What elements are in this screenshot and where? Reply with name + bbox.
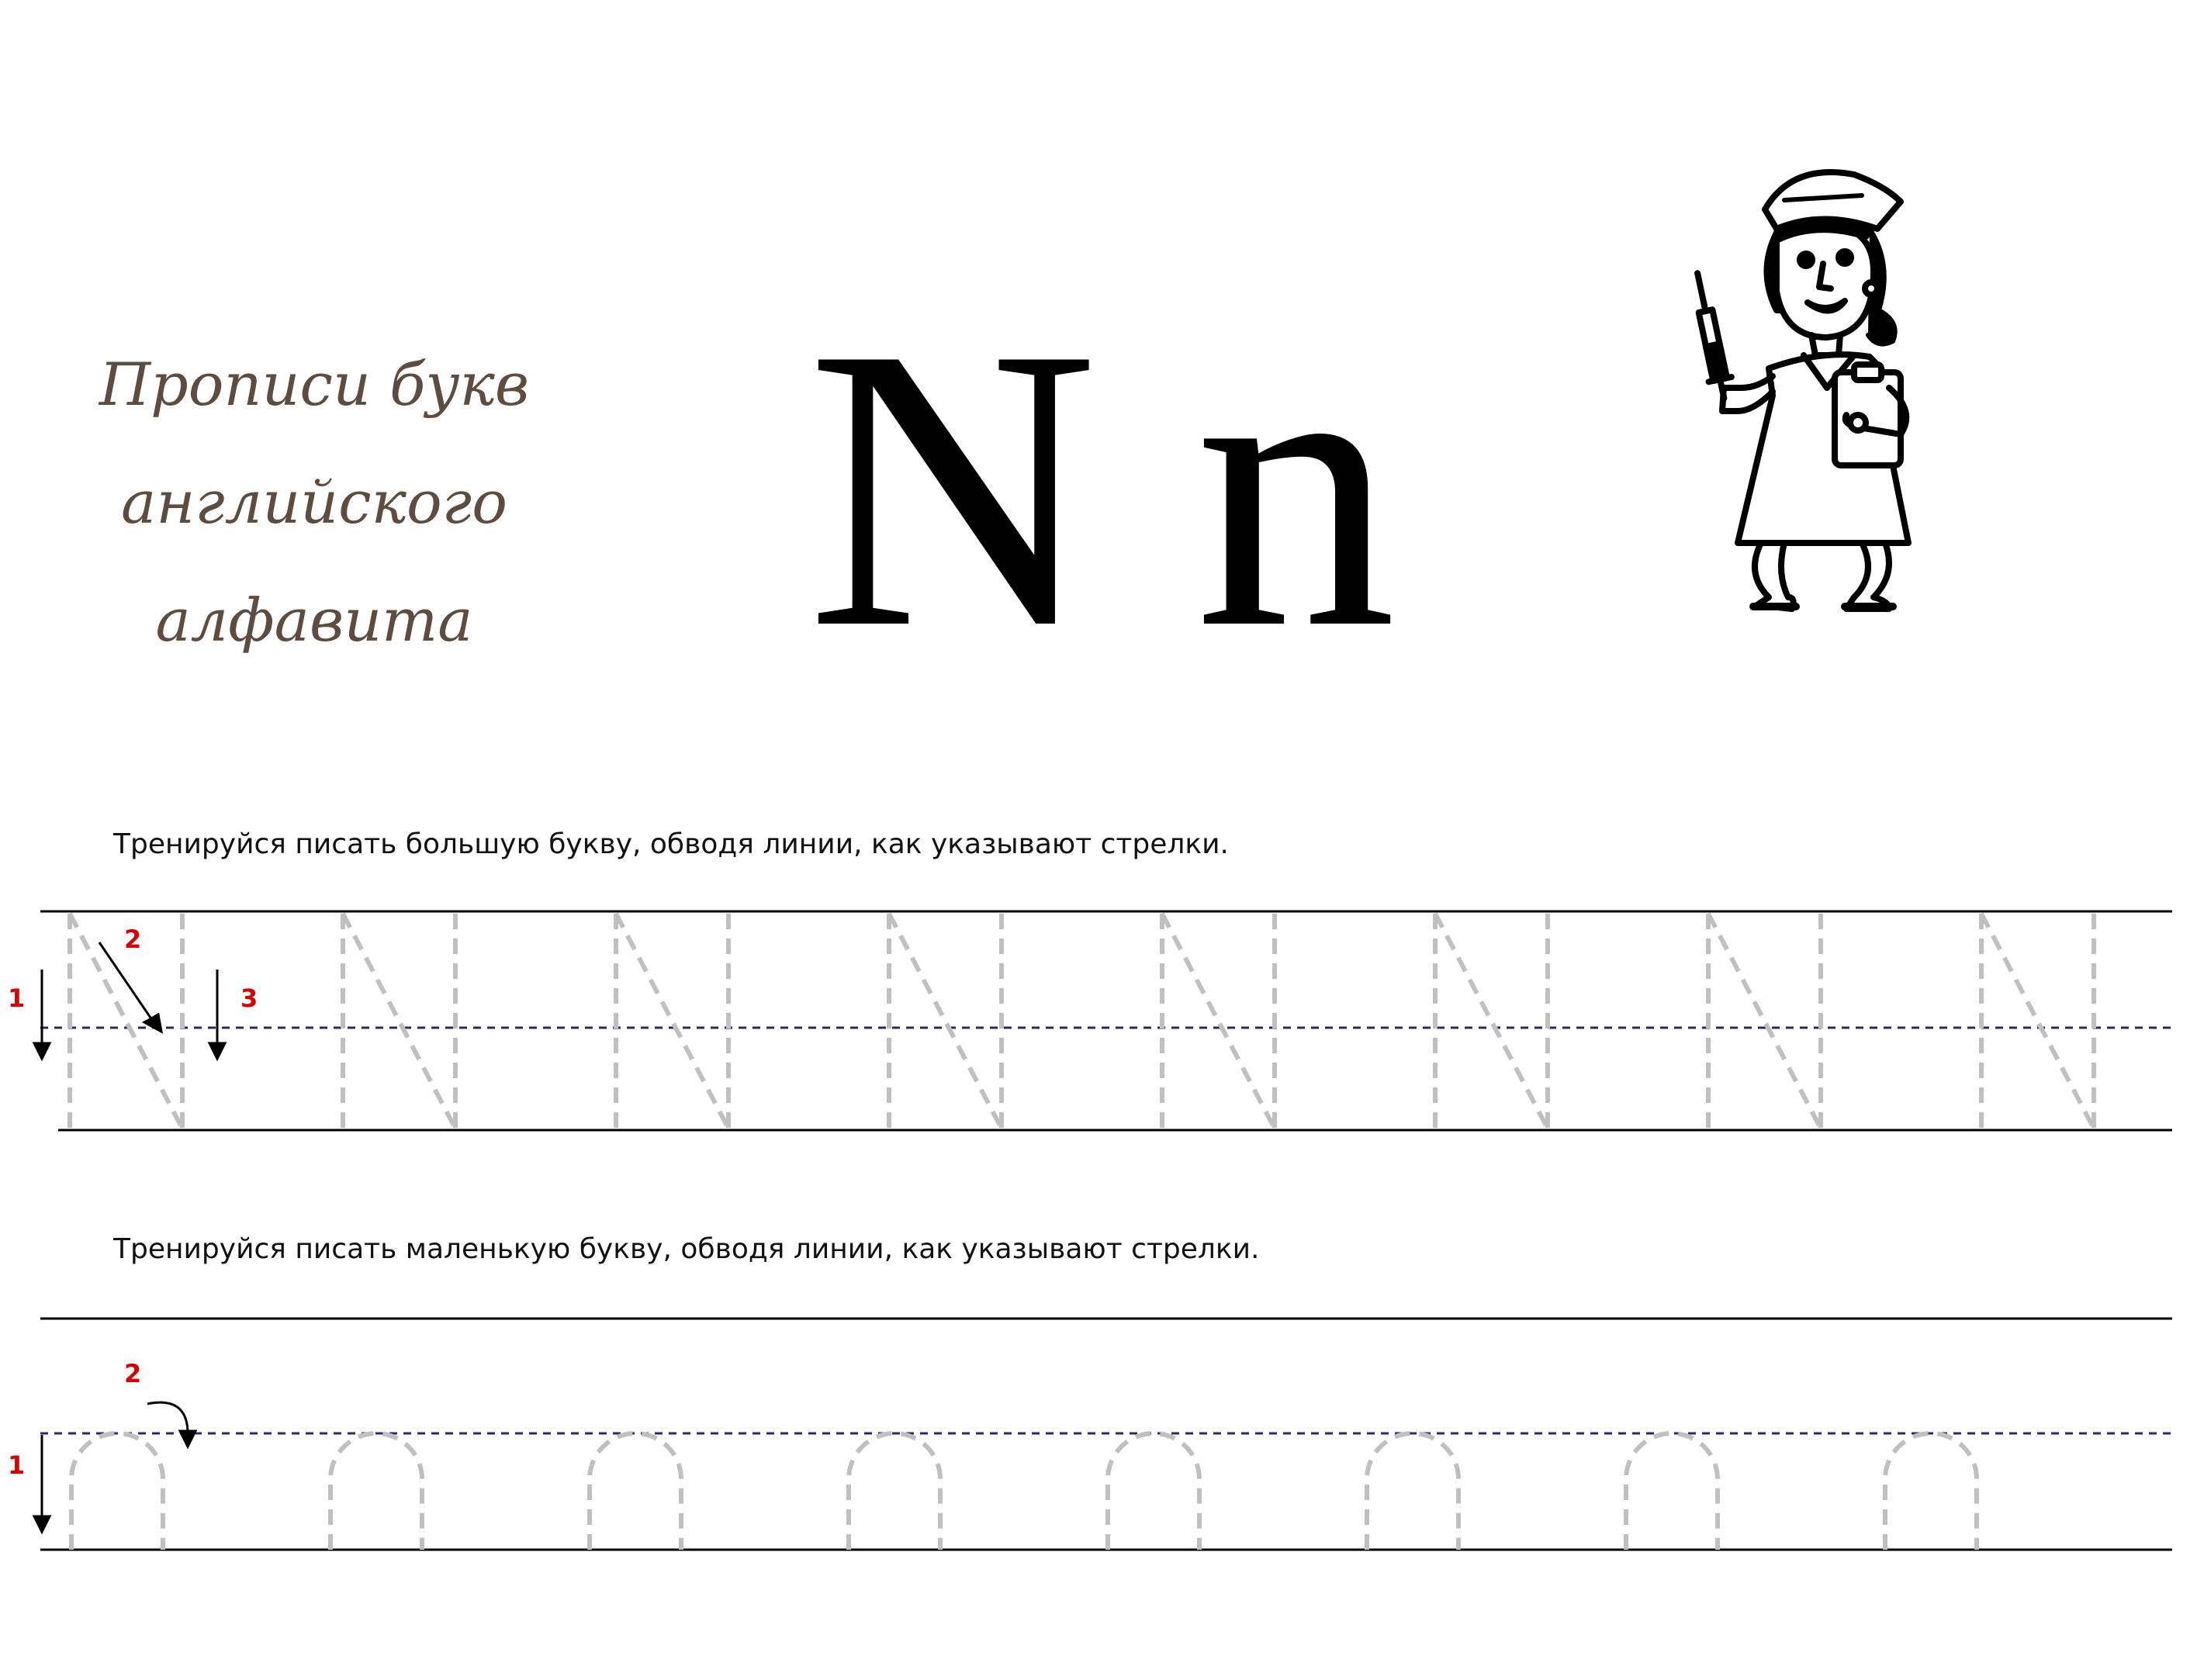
trace-stroke — [1885, 1433, 1977, 1550]
trace-letter-n — [590, 1433, 681, 1550]
trace-stroke — [71, 1433, 163, 1550]
lowercase-practice-row — [0, 1295, 2197, 1559]
trace-stroke — [1626, 1433, 1718, 1550]
worksheet-title — [47, 326, 582, 679]
title-line-2: английского — [121, 468, 507, 537]
trace-letter-n — [71, 1433, 163, 1550]
trace-letter-n — [849, 1433, 940, 1550]
uppercase-trace-letters — [70, 914, 2094, 1129]
stroke-1-arrow — [34, 1435, 50, 1532]
trace-stroke — [616, 914, 728, 1129]
uppercase-instruction: Тренируйся писать большую букву, обводя линии, как указывают стрелки. — [113, 828, 1229, 860]
uppercase-practice-row — [0, 892, 2197, 1148]
trace-letter-n — [1885, 1433, 1977, 1550]
step-number-3: 3 — [240, 983, 258, 1013]
trace-stroke — [889, 914, 1002, 1129]
trace-letter-n — [1108, 1433, 1199, 1550]
trace-letter-N — [1435, 914, 1548, 1129]
trace-stroke — [1981, 914, 2094, 1129]
trace-stroke — [1162, 914, 1275, 1129]
title-line-3: алфавита — [155, 586, 473, 655]
trace-letter-n — [1626, 1433, 1718, 1550]
uppercase-letter-display: N — [807, 265, 1098, 711]
stroke-3-arrow — [209, 970, 225, 1059]
trace-stroke — [330, 1433, 422, 1550]
step-number-2: 2 — [124, 925, 142, 954]
trace-letter-N — [889, 914, 1002, 1129]
step-number-2: 2 — [124, 1359, 142, 1388]
trace-letter-N — [1708, 914, 1821, 1129]
trace-letter-N — [343, 914, 455, 1129]
trace-stroke — [343, 914, 455, 1129]
lowercase-trace-letters — [71, 1433, 1977, 1550]
trace-stroke — [1367, 1433, 1458, 1550]
trace-letter-n — [330, 1433, 422, 1550]
trace-letter-n — [1367, 1433, 1458, 1550]
trace-stroke — [1708, 914, 1821, 1129]
trace-stroke — [1108, 1433, 1199, 1550]
nurse-illustration — [1668, 155, 1963, 636]
stroke-2-arrow — [147, 1402, 195, 1447]
lowercase-letter-display: n — [1195, 265, 1396, 711]
step-number-1: 1 — [8, 983, 26, 1013]
trace-stroke — [590, 1433, 681, 1550]
trace-letter-N — [1162, 914, 1275, 1129]
step-number-1: 1 — [8, 1450, 26, 1480]
trace-letter-N — [616, 914, 728, 1129]
title-line-1: Прописи букв — [99, 350, 530, 419]
stroke-1-arrow — [34, 970, 50, 1059]
trace-stroke — [1435, 914, 1548, 1129]
trace-letter-N — [1981, 914, 2094, 1129]
trace-stroke — [849, 1433, 940, 1550]
lowercase-instruction: Тренируйся писать маленькую букву, обводя линии, как указывают стрелки. — [113, 1233, 1260, 1265]
